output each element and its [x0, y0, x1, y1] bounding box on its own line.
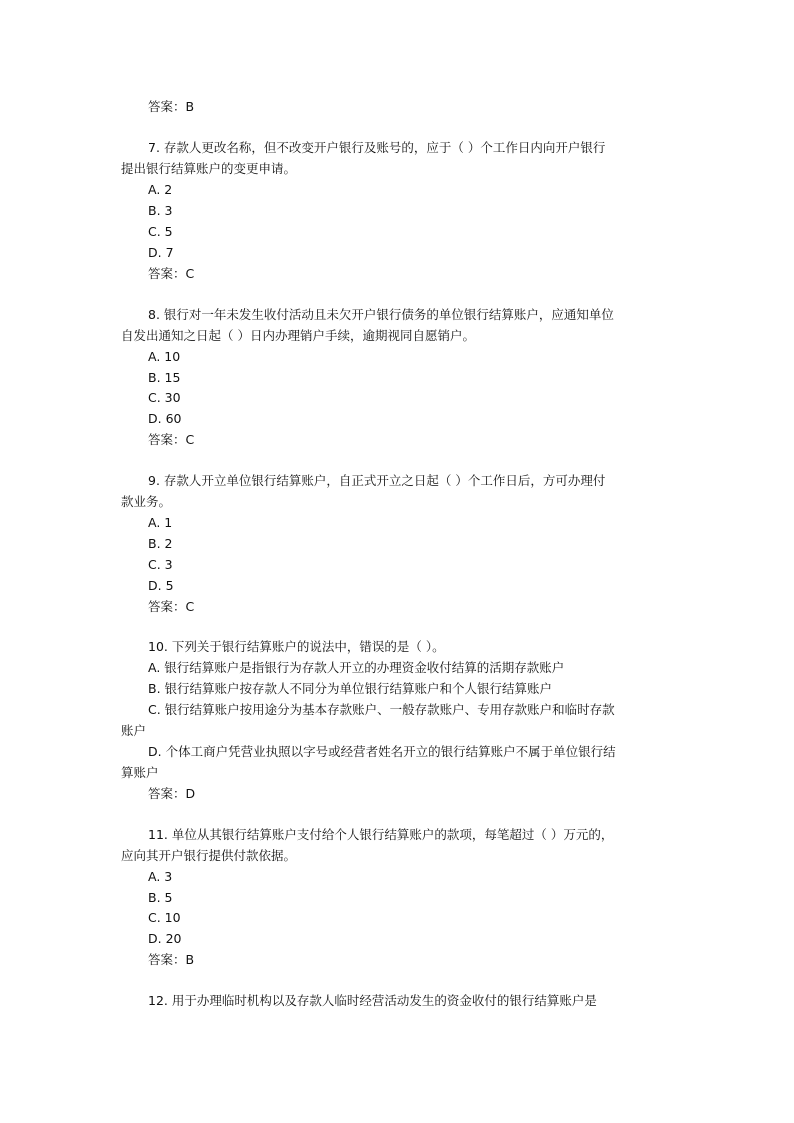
option-b: B. 银行结算账户按存款人不同分为单位银行结算账户和个人银行结算账户 [148, 681, 553, 696]
answer-label: 答案： [148, 786, 186, 801]
answer-value: C [185, 599, 195, 614]
question-11-stem [148, 826, 613, 844]
option-c: C. 30 [148, 390, 181, 405]
question-7-stem [148, 139, 605, 157]
option-a: A. 2 [148, 182, 173, 197]
option-d: D. 7 [148, 245, 174, 260]
option-a: A. 1 [148, 515, 173, 530]
answer-value: B [185, 99, 195, 114]
question-text: 存款人更改名称，但不改变开户银行及账号的，应于（ ）个工作日内向开户银行 [163, 140, 606, 155]
option-b: B. 15 [148, 370, 181, 385]
question-text: 用于办理临时机构以及存款人临时经营活动发生的资金收付的银行结算账户是 [171, 993, 597, 1008]
option-c-cont: 账户 [121, 723, 147, 738]
answer-label: 答案： [148, 952, 186, 967]
question-8-stem [148, 306, 614, 324]
option-d: D. 个体工商户凭营业执照以字号或经营者姓名开立的银行结算账户不属于单位银行结 [148, 744, 616, 759]
question-text: 单位从其银行结算账户支付给个人银行结算账户的款项，每笔超过（ ）万元的， [171, 827, 614, 842]
answer-value: B [185, 952, 195, 967]
answer-label: 答案： [148, 599, 186, 614]
answer-value: D [185, 786, 196, 801]
question-text: 下列关于银行结算账户的说法中，错误的是（ ）。 [171, 639, 445, 654]
question-8-stem-cont: 自发出通知之日起（ ）日内办理销户手续，逾期视同自愿销户。 [121, 328, 475, 343]
question-number: 12. [148, 993, 168, 1008]
answer-label: 答案： [148, 266, 186, 281]
option-c: C. 银行结算账户按用途分为基本存款账户、一般存款账户、专用存款账户和临时存款 [148, 702, 615, 717]
answer-line [148, 785, 195, 803]
question-9-stem [148, 472, 605, 490]
answer-value: C [185, 432, 195, 447]
question-text: 存款人开立单位银行结算账户，自正式开立之日起（ ）个工作日后，方可办理付 [163, 473, 606, 488]
answer-line [148, 431, 194, 449]
question-number: 11. [148, 827, 168, 842]
option-b: B. 2 [148, 536, 173, 551]
option-d: D. 5 [148, 578, 174, 593]
option-a: A. 10 [148, 349, 181, 364]
question-9-stem-cont: 款业务。 [121, 494, 172, 509]
option-a: A. 3 [148, 869, 173, 884]
question-number: 8. [148, 307, 160, 322]
question-number: 7. [148, 140, 160, 155]
answer-line [148, 951, 194, 969]
question-12-stem [148, 992, 597, 1010]
answer-value: C [185, 266, 195, 281]
option-d-cont: 算账户 [121, 765, 159, 780]
option-a: A. 银行结算账户是指银行为存款人开立的办理资金收付结算的活期存款账户 [148, 660, 565, 675]
question-10-stem [148, 638, 445, 656]
question-11-stem-cont: 应向其开户银行提供付款依据。 [121, 848, 297, 863]
question-number: 10. [148, 639, 168, 654]
option-b: B. 3 [148, 203, 173, 218]
answer-line [148, 265, 194, 283]
answer-label: 答案： [148, 99, 186, 114]
option-c: C. 5 [148, 224, 173, 239]
question-7-stem-cont: 提出银行结算账户的变更申请。 [121, 161, 297, 176]
option-b: B. 5 [148, 890, 173, 905]
answer-label: 答案： [148, 432, 186, 447]
option-d: D. 60 [148, 411, 182, 426]
answer-line [148, 98, 194, 116]
question-text: 银行对一年未发生收付活动且未欠开户银行债务的单位银行结算账户，应通知单位 [163, 307, 614, 322]
answer-line [148, 598, 194, 616]
question-number: 9. [148, 473, 160, 488]
option-c: C. 10 [148, 910, 181, 925]
option-d: D. 20 [148, 931, 182, 946]
option-c: C. 3 [148, 557, 173, 572]
